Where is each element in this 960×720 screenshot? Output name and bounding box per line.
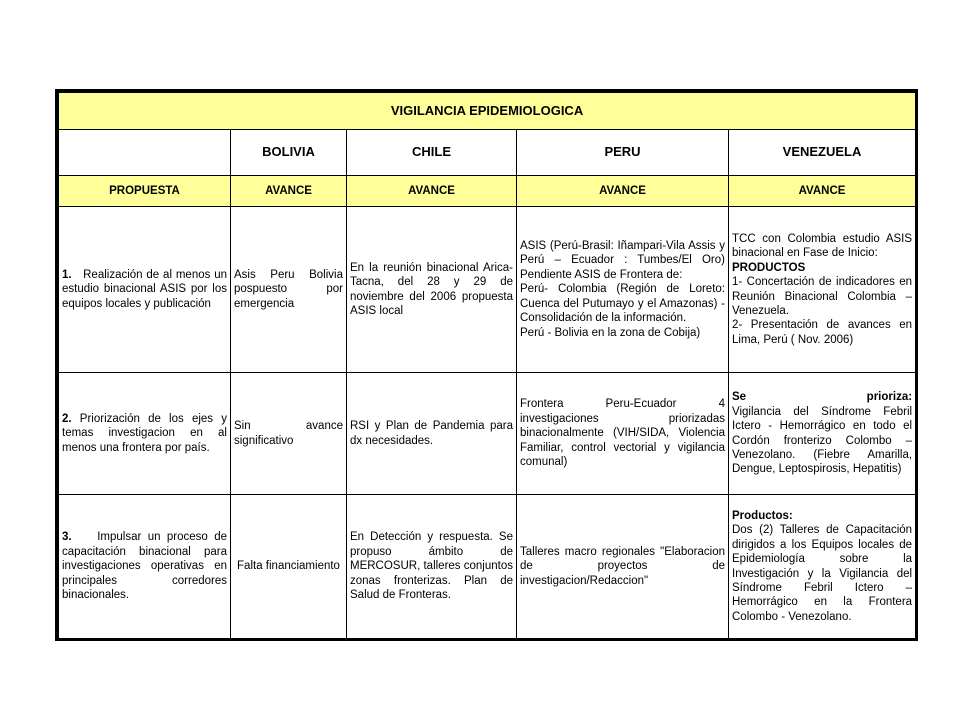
header-avance-chile: AVANCE bbox=[347, 176, 517, 207]
peru-line: Perú - Bolivia en la zona de Cobija) bbox=[520, 326, 701, 339]
vigilancia-table bbox=[58, 92, 916, 639]
proposal-text: Impulsar un proceso de capacitación binacional para investigaciones operativas en principales corredores binacionales. bbox=[62, 531, 227, 602]
venezuela-item: 1- Concertación de indicadores en Reunión Binacional Colombia –Venezuela. bbox=[732, 276, 913, 317]
slide-table-frame bbox=[55, 89, 918, 641]
header-avance-peru: AVANCE bbox=[517, 176, 729, 207]
venezuela-cell bbox=[729, 207, 916, 373]
header-avance-bolivia: AVANCE bbox=[231, 176, 347, 207]
proposal-cell bbox=[59, 373, 231, 495]
venezuela-heading: Se prioriza: bbox=[732, 391, 913, 404]
venezuela-text: Vigilancia del Síndrome Febril Ictero - Hemorrágico en todo el Cordón fronterizo Colombo – Venezolano. (Fiebre Amarilla, Dengue, Leptospirosis, Hepatitis) bbox=[732, 405, 913, 476]
chile-cell: En la reunión binacional Arica-Tacna, del 28 y 29 de noviembre del 2006 propuesta ASIS local bbox=[347, 207, 517, 373]
peru-line: ASIS (Perú-Brasil: Iñampari-Vila Assis y Perú – Ecuador : Tumbes/El Oro) Pendiente ASIS de Frontera de: bbox=[520, 239, 725, 281]
venezuela-heading: PRODUCTOS bbox=[732, 261, 806, 274]
table-row bbox=[59, 207, 916, 373]
table-row bbox=[59, 373, 916, 495]
chile-cell: En Detección y respuesta. Se propuso ámbito de MERCOSUR, talleres conjuntos zonas fronterizas. Plan de Salud de Fronteras. bbox=[347, 495, 517, 639]
venezuela-item: 2- Presentación de avances en Lima, Perú ( Nov. 2006) bbox=[732, 319, 913, 346]
header-propuesta: PROPUESTA bbox=[59, 176, 231, 207]
bolivia-cell: Asis Peru Bolivia pospuesto por emergencia bbox=[231, 207, 347, 373]
proposal-text: Realización de al menos un estudio binacional ASIS por los equipos locales y publicación bbox=[62, 268, 227, 310]
peru-cell: Frontera Peru-Ecuador 4 investigaciones priorizadas binacionalmente (VIH/SIDA, Violencia Familiar, control vectorial y vigilancia comunal) bbox=[517, 373, 729, 495]
header-bolivia: BOLIVIA bbox=[231, 130, 347, 176]
bolivia-cell: Falta financiamiento bbox=[231, 495, 347, 639]
proposal-number: 1. bbox=[62, 268, 72, 281]
header-chile: CHILE bbox=[347, 130, 517, 176]
chile-cell: RSI y Plan de Pandemia para dx necesidades. bbox=[347, 373, 517, 495]
bolivia-cell: Sin avance significativo bbox=[231, 373, 347, 495]
proposal-number: 3. bbox=[62, 531, 72, 544]
venezuela-heading: Productos: bbox=[732, 509, 793, 522]
proposal-text: Priorización de los ejes y temas investigacion en al menos una frontera por país. bbox=[62, 412, 227, 454]
venezuela-intro: TCC con Colombia estudio ASIS binacional en Fase de Inicio: bbox=[732, 232, 913, 260]
empty-header-cell bbox=[59, 130, 231, 176]
venezuela-cell bbox=[729, 373, 916, 495]
header-venezuela: VENEZUELA bbox=[729, 130, 916, 176]
header-peru: PERU bbox=[517, 130, 729, 176]
venezuela-cell bbox=[729, 495, 916, 639]
peru-line: Perú- Colombia (Región de Loreto: Cuenca del Putumayo y el Amazonas) - Consolidación de la información. bbox=[520, 283, 725, 325]
peru-cell: Talleres macro regionales "Elaboracion de proyectos de investigacion/Redaccion" bbox=[517, 495, 729, 639]
venezuela-text: Dos (2) Talleres de Capacitación dirigidos a los Equipos locales de Epidemiología sobre la Investigación y la Vigilancia del Síndrome Febril Ictero – Hemorrágico en la Frontera Colombo - Venezolano. bbox=[732, 524, 913, 623]
table-title: VIGILANCIA EPIDEMIOLOGICA bbox=[59, 93, 916, 130]
proposal-cell bbox=[59, 495, 231, 639]
proposal-cell bbox=[59, 207, 231, 373]
header-avance-venezuela: AVANCE bbox=[729, 176, 916, 207]
peru-cell bbox=[517, 207, 729, 373]
table-row bbox=[59, 495, 916, 639]
proposal-number: 2. bbox=[62, 412, 72, 425]
